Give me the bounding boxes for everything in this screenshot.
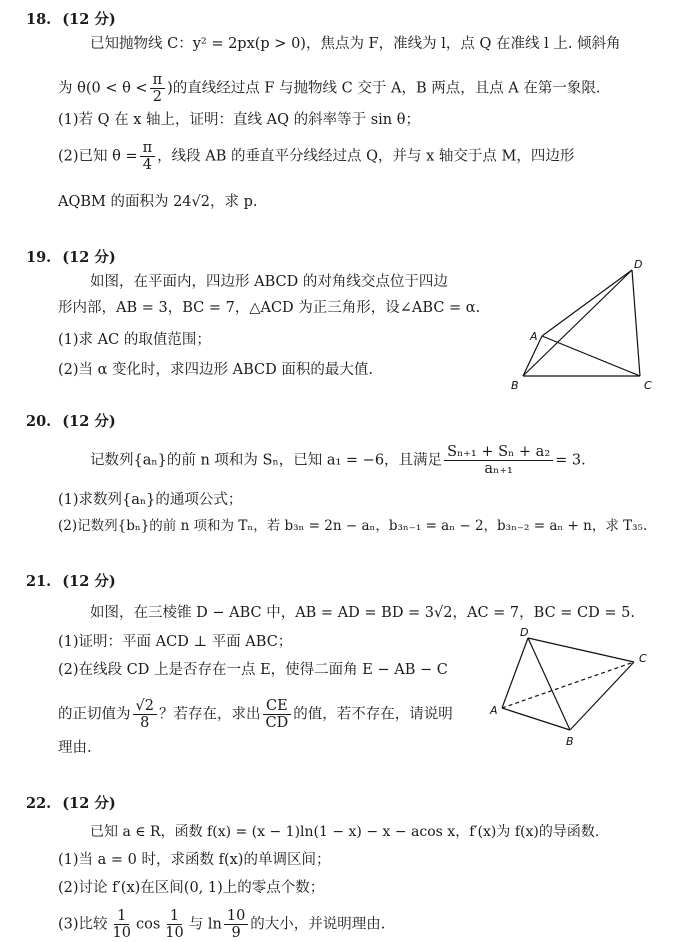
q18-number: 18. — [26, 11, 52, 28]
q21-tangent-fraction — [133, 698, 157, 731]
q18-score: (12 分) — [62, 11, 116, 28]
q21-frac2-den: CD — [265, 715, 289, 731]
q18-frac2-den: 4 — [142, 157, 153, 173]
q18-part2 — [58, 140, 574, 173]
q22-frac-ten-ninths — [224, 908, 248, 941]
q20-score: (12 分) — [62, 413, 116, 430]
q22-frac3-den: 9 — [231, 925, 241, 941]
q21-frac1-den: 8 — [140, 715, 150, 731]
q18-part2a: (2)已知 θ = — [58, 148, 138, 165]
q19-score: (12 分) — [62, 249, 116, 266]
q19-stem-2: 形内部，AB = 3，BC = 7，△ACD 为正三角形，设∠ABC = α. — [58, 300, 481, 316]
q22-frac1-den: 10 — [112, 925, 131, 941]
q18-stem-2b: )的直线经过点 F 与抛物线 C 交于 A，B 两点，且点 A 在第一象限. — [167, 80, 601, 97]
q21-edge-db — [528, 638, 570, 730]
q19-label-a: A — [530, 330, 538, 343]
q22-part3b: cos — [136, 916, 161, 933]
q21-stem: 如图，在三棱锥 D − ABC 中，AB = AD = BD = 3√2，AC = 7，BC = CD = 5. — [90, 605, 635, 621]
q21-label-b: B — [566, 735, 574, 748]
q19-quadrilateral-figure — [505, 258, 665, 398]
q21-edge-ad — [502, 638, 528, 708]
q19-edge-dc — [632, 270, 640, 376]
q18-pi-over-4 — [140, 140, 156, 173]
q21-label-c: C — [639, 652, 647, 665]
q18-frac-den: 2 — [152, 89, 162, 105]
q21-frac2-num: CE — [263, 698, 291, 715]
q22-frac2-den: 10 — [165, 925, 184, 941]
q20-header — [26, 412, 116, 432]
q22-part3 — [58, 908, 385, 941]
q19-diag-ac — [542, 336, 640, 376]
q19-header — [26, 248, 116, 268]
q20-stem-a: 记数列{aₙ}的前 n 项和为 Sₙ，已知 a₁ = −6，且满足 — [90, 452, 443, 469]
q21-edge-ab — [502, 708, 570, 730]
q22-stem: 已知 a ∈ R，函数 f(x) = (x − 1)ln(1 − x) − x − acos x，f′(x)为 f(x)的导函数. — [90, 824, 600, 840]
q21-part2: (2)在线段 CD 上是否存在一点 E，使得二面角 E − AB − C — [58, 662, 448, 678]
q19-edge-ad — [542, 270, 632, 336]
q22-frac3-num: 10 — [224, 908, 248, 925]
q20-frac-num: Sₙ₊₁ + Sₙ + a₂ — [444, 444, 553, 461]
q18-frac2-num: π — [140, 140, 156, 157]
q19-number: 19. — [26, 249, 52, 266]
q21-label-d: D — [520, 626, 529, 639]
q22-frac2-num: 1 — [167, 908, 182, 925]
q22-part3c: 与 ln — [188, 916, 222, 933]
q21-part1: (1)证明：平面 ACD ⊥ 平面 ABC； — [58, 634, 293, 650]
q22-number: 22. — [26, 795, 52, 812]
q21-pyramid-figure — [486, 622, 666, 752]
q22-frac-one-tenth-b — [162, 908, 186, 941]
q21-score: (12 分) — [62, 573, 116, 590]
q18-pi-over-2 — [150, 72, 166, 105]
q18-stem-2 — [58, 72, 601, 105]
q20-stem — [90, 444, 586, 477]
q18-frac-num: π — [150, 72, 166, 89]
q18-part2-cont: AQBM 的面积为 24√2，求 p. — [58, 194, 258, 210]
q19-diag-bd — [523, 270, 632, 376]
q22-score: (12 分) — [62, 795, 116, 812]
q21-edge-bc — [570, 662, 634, 730]
q22-frac-one-tenth-a — [110, 908, 134, 941]
q20-part1: (1)求数列{aₙ}的通项公式； — [58, 492, 243, 508]
q18-stem-2a: 为 θ(0 < θ < — [58, 80, 148, 97]
q22-frac1-num: 1 — [114, 908, 129, 925]
q19-label-d: D — [634, 258, 643, 271]
q19-stem-1: 如图，在平面内，四边形 ABCD 的对角线交点位于四边 — [90, 274, 448, 290]
q19-part2: (2)当 α 变化时，求四边形 ABCD 面积的最大值. — [58, 362, 373, 378]
q19-label-b: B — [511, 379, 519, 392]
q21-part2d: 的值，若不存在，请说明 — [293, 706, 453, 723]
q21-part2-cont — [58, 698, 453, 731]
q21-frac1-num: √2 — [133, 698, 157, 715]
q20-frac-den: aₙ₊₁ — [484, 461, 513, 477]
q21-label-a: A — [490, 704, 498, 717]
q22-part3a: (3)比较 — [58, 916, 108, 933]
q21-part2b: 的正切值为 — [58, 706, 131, 723]
q18-part1: (1)若 Q 在 x 轴上，证明：直线 AQ 的斜率等于 sin θ； — [58, 112, 420, 128]
q22-part3d: 的大小，并说明理由. — [250, 916, 386, 933]
q20-stem-b: = 3. — [555, 452, 586, 469]
q21-part2c: ？若存在，求出 — [158, 706, 261, 723]
q20-part2: (2)记数列{bₙ}的前 n 项和为 Tₙ，若 b₃ₙ = 2n − aₙ，b₃ₙ₋₁ = aₙ − 2，b₃ₙ₋₂ = aₙ + n，求 T₃₅. — [58, 518, 648, 534]
q22-header — [26, 794, 116, 814]
q18-stem-1: 已知抛物线 C：y² = 2px(p > 0)，焦点为 F，准线为 l，点 Q 在准线 l 上. 倾斜角 — [90, 36, 621, 52]
q22-part2: (2)讨论 f′(x)在区间(0, 1)上的零点个数； — [58, 880, 325, 896]
q21-edge-ac-hidden — [502, 662, 634, 708]
q21-header — [26, 572, 116, 592]
q22-part1: (1)当 a = 0 时，求函数 f(x)的单调区间； — [58, 852, 331, 868]
q18-part2b: ，线段 AB 的垂直平分线经过点 Q，并与 x 轴交于点 M，四边形 — [157, 148, 575, 165]
q21-part2-end: 理由. — [58, 740, 92, 756]
q21-ce-cd-fraction — [262, 698, 291, 731]
q19-part1: (1)求 AC 的取值范围； — [58, 332, 211, 348]
q21-edge-dc — [528, 638, 634, 662]
q20-ratio-fraction — [444, 444, 553, 477]
q20-number: 20. — [26, 413, 52, 430]
q19-label-c: C — [644, 379, 652, 392]
q21-number: 21. — [26, 573, 52, 590]
q18-header — [26, 10, 116, 30]
